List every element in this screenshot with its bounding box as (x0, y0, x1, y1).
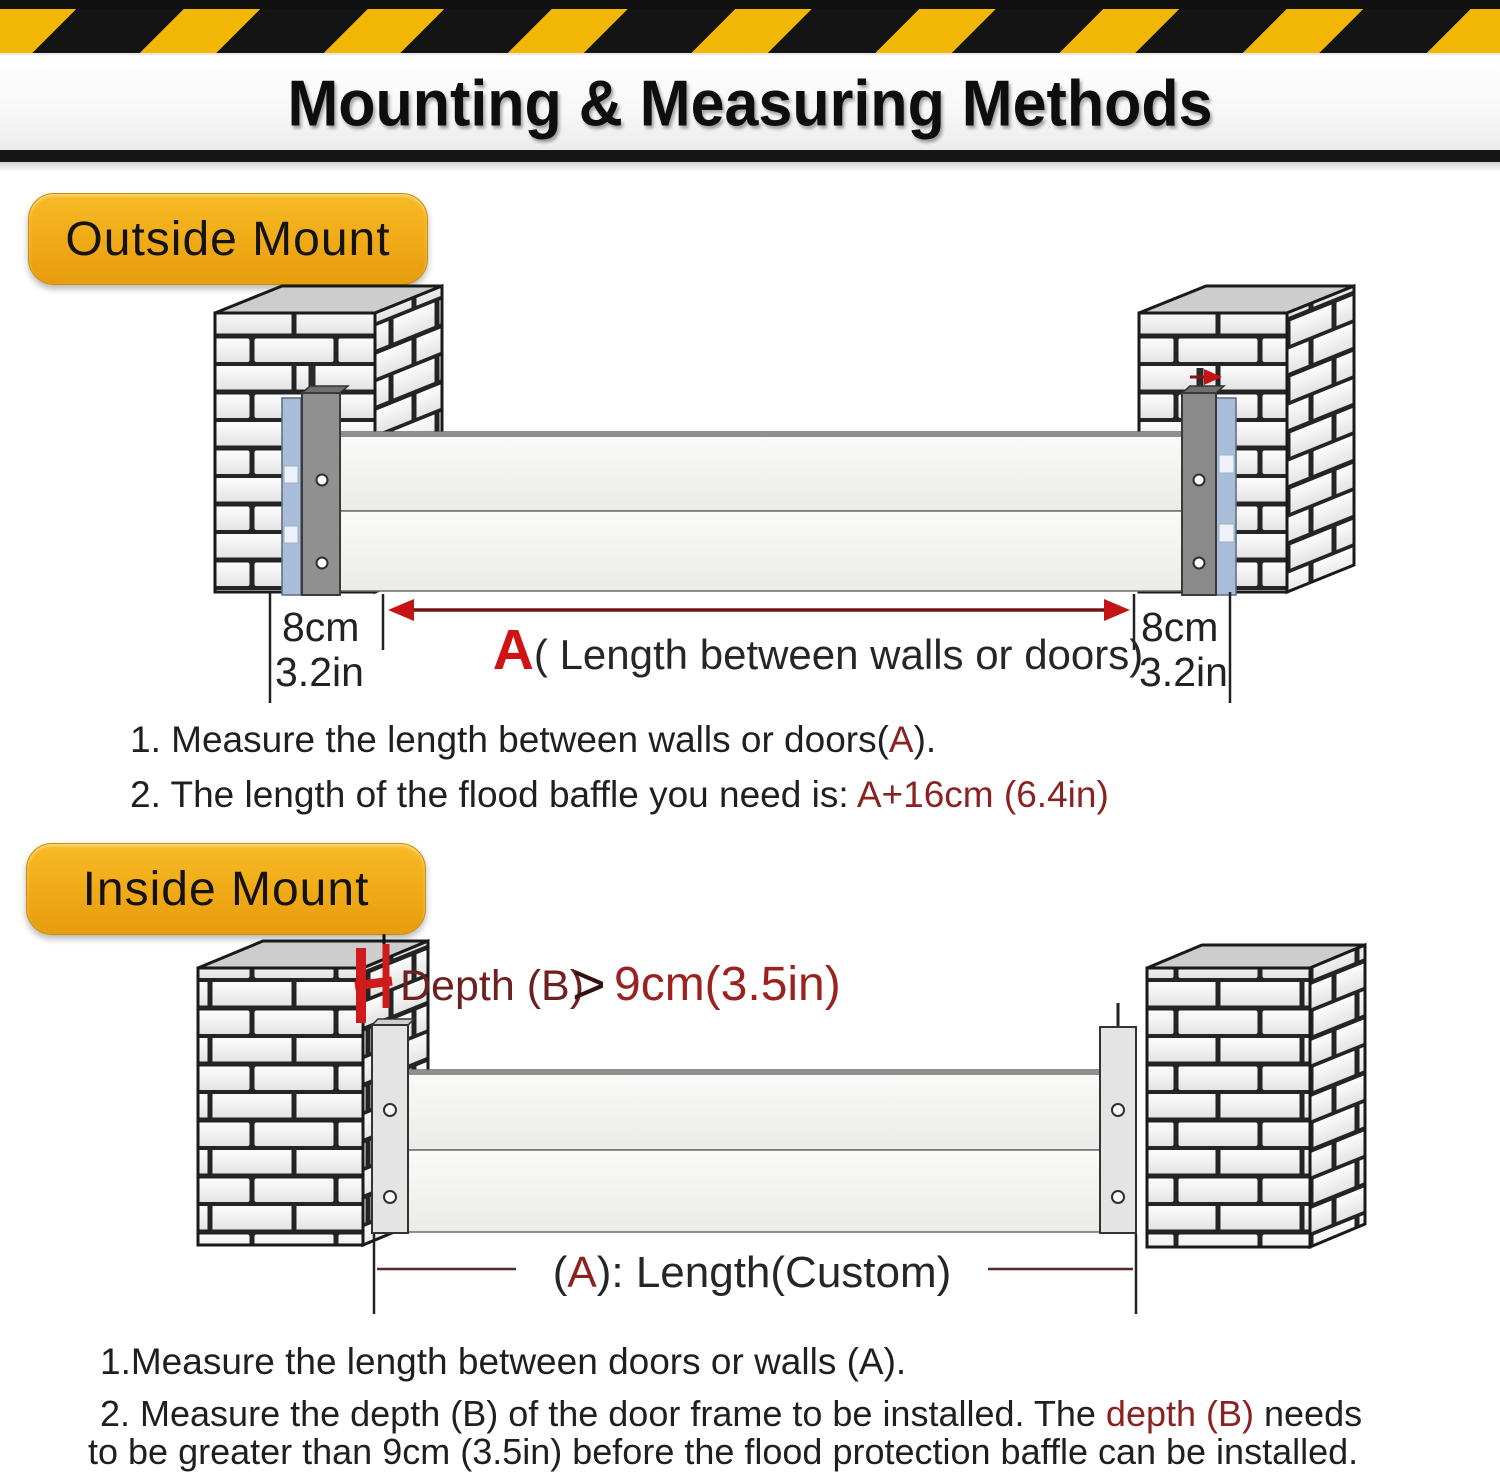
outside-mount-diagram (0, 280, 1500, 710)
dim-right-cm: 8cm (1141, 604, 1219, 650)
depth-label (400, 952, 841, 1017)
outside-left-bracket (282, 366, 348, 595)
dim-left-in: 3.2in (275, 649, 364, 695)
title-band (0, 55, 1500, 150)
depth-label-value: 9cm(3.5in) (614, 958, 841, 1011)
outside-step-2: 2. The length of the flood baffle you need is: A+16cm (6.4in) (130, 774, 1109, 815)
depth-label-name: Depth (B) (400, 962, 585, 1010)
outside-mount-badge (28, 193, 428, 285)
inside-mount-badge-label: Inside Mount (82, 862, 370, 916)
accent-depth-b: depth (B) (1105, 1393, 1254, 1434)
inside-right-bracket (1100, 1003, 1136, 1233)
top-black-bar (0, 0, 1500, 9)
outside-mount-instructions (130, 712, 1109, 822)
header-divider-bar (0, 150, 1500, 162)
inside-right-pillar (1147, 945, 1365, 1247)
page-title: Mounting & Measuring Methods (287, 66, 1213, 139)
hazard-stripe-band (0, 9, 1500, 55)
inside-flood-barrier-panels (408, 1070, 1100, 1232)
inside-mount-badge (26, 843, 426, 935)
outside-step-1: 1. Measure the length between walls or doors(A). (130, 719, 937, 760)
outside-right-bracket (1182, 368, 1236, 595)
inside-step-2-line2: to be greater than 9cm (3.5in) before the flood protection baffle can be installed. (88, 1431, 1359, 1472)
inside-mount-diagram (0, 930, 1500, 1332)
outside-mount-badge-label: Outside Mount (65, 212, 391, 266)
dim-length-label: A( Length between walls or doors) (492, 618, 1144, 682)
dim-right-in: 3.2in (1139, 649, 1228, 695)
header-divider-shadow (0, 162, 1500, 172)
outside-flood-barrier-panels (340, 432, 1182, 591)
inside-length-label: (A): Length(Custom) (552, 1248, 952, 1297)
dim-left-cm: 8cm (282, 604, 360, 650)
accent-a: A (888, 719, 914, 760)
greater-than-symbol: > (572, 952, 606, 1017)
accent-length-formula: A+16cm (6.4in) (856, 774, 1109, 815)
inside-step-1: 1.Measure the length between doors or walls (A). (100, 1341, 907, 1382)
inside-left-bracket (372, 1019, 414, 1233)
inside-step-2: 2. Measure the depth (B) of the door frame to be installed. The depth (B) needs (100, 1393, 1363, 1434)
